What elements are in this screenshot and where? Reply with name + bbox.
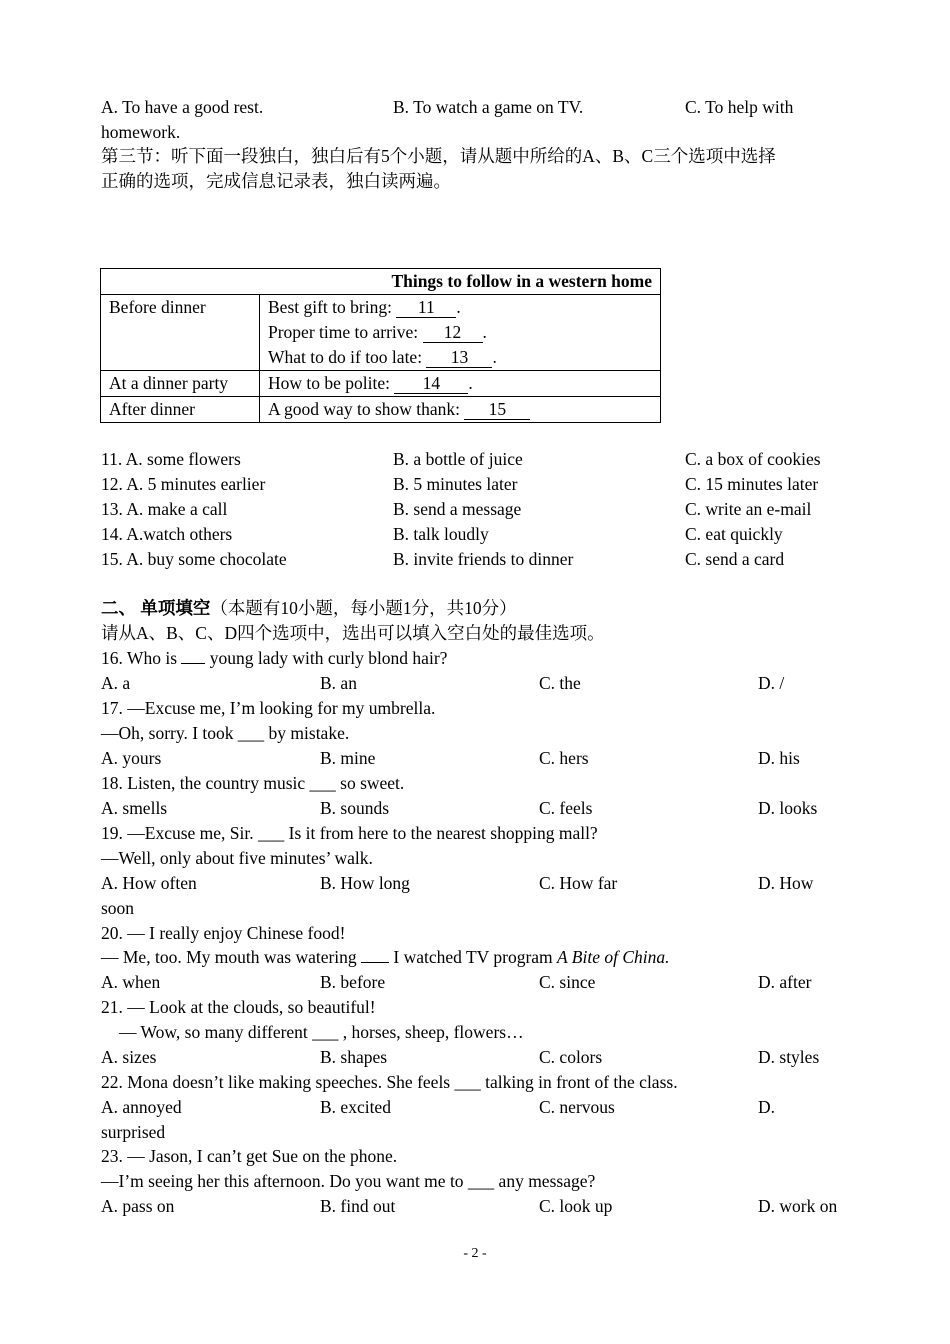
q16-opt-b: B. an (320, 673, 357, 693)
listening-q12-a: 12. A. 5 minutes earlier (101, 474, 266, 494)
blank-12: 12 (423, 322, 483, 343)
part2-note: （本题有10小题，每小题1分，共10分） (210, 598, 517, 618)
q10-option-c-wrap: homework. (101, 122, 181, 142)
q18-opt-d: D. looks (758, 798, 818, 818)
q22-opt-b: B. excited (320, 1097, 391, 1117)
listening-q15-b: B. invite friends to dinner (393, 549, 574, 569)
row-dinner-party-items: How to be polite: 14 . (260, 371, 661, 397)
item-too-late: What to do if too late: (268, 347, 423, 367)
listening-q15-a: 15. A. buy some chocolate (101, 549, 287, 569)
q20-line2-mid: I watched TV program (393, 947, 553, 967)
blank-15: 15 (464, 399, 530, 420)
item-show-thank: A good way to show thank: (268, 399, 461, 419)
q23-line2: —I’m seeing her this afternoon. Do you want me to ___ any message? (101, 1171, 596, 1191)
q23-opt-b: B. find out (320, 1196, 396, 1216)
q21-opt-d: D. styles (758, 1047, 820, 1067)
q21-opt-a: A. sizes (101, 1047, 157, 1067)
row-label-after-dinner: After dinner (101, 397, 260, 423)
listening-q11-c: C. a box of cookies (685, 449, 821, 469)
q16-stem-post: young lady with curly blond hair? (209, 648, 448, 668)
q16-blank (181, 649, 205, 664)
q19-opt-a: A. How often (101, 873, 197, 893)
q10-option-c: C. To help with (685, 97, 794, 117)
table-title: Things to follow in a western home (101, 269, 661, 295)
q20-blank (361, 948, 389, 963)
q21-line2: — Wow, so many different ___ , horses, sheep, flowers… (119, 1022, 524, 1042)
q18-opt-b: B. sounds (320, 798, 390, 818)
q16-opt-d: D. / (758, 673, 785, 693)
q22-opt-a: A. annoyed (101, 1097, 182, 1117)
listening-q13-a: 13. A. make a call (101, 499, 228, 519)
q20-opt-c: C. since (539, 972, 596, 992)
item-best-gift: Best gift to bring: (268, 297, 392, 317)
listening-q12-b: B. 5 minutes later (393, 474, 518, 494)
q22-line1: 22. Mona doesn’t like making speeches. She feels ___ talking in front of the class. (101, 1072, 678, 1092)
part2-heading: 二、 单项填空 (101, 598, 211, 618)
blank-11: 11 (396, 297, 456, 318)
q16-stem-pre: 16. Who is (101, 648, 177, 668)
q20-line1: 20. — I really enjoy Chinese food! (101, 923, 346, 943)
row-label-dinner-party: At a dinner party (101, 371, 260, 397)
listening-q14-b: B. talk loudly (393, 524, 489, 544)
q18-line1: 18. Listen, the country music ___ so sweet. (101, 773, 405, 793)
q21-opt-c: C. colors (539, 1047, 603, 1067)
q17-opt-d: D. his (758, 748, 800, 768)
info-record-table (100, 268, 661, 423)
page-number: - 2 - (463, 1246, 487, 1261)
listening-q15-c: C. send a card (685, 549, 785, 569)
q17-line1: 17. —Excuse me, I’m looking for my umbrella. (101, 698, 436, 718)
q17-line2: —Oh, sorry. I took ___ by mistake. (101, 723, 350, 743)
listening-q14-a: 14. A.watch others (101, 524, 233, 544)
q22-opt-c: C. nervous (539, 1097, 615, 1117)
q23-line1: 23. — Jason, I can’t get Sue on the phone. (101, 1146, 398, 1166)
q18-opt-a: A. smells (101, 798, 168, 818)
q23-opt-c: C. look up (539, 1196, 613, 1216)
q19-opt-d-wrap: soon (101, 898, 135, 918)
part2-instruction: 请从A、B、C、D四个选项中，选出可以填入空白处的最佳选项。 (101, 623, 605, 643)
section3-instruction-line1: 第三节：听下面一段独白，独白后有5个小题，请从题中所给的A、B、C三个选项中选择 (101, 146, 776, 166)
blank-13: 13 (426, 347, 492, 368)
q10-option-a: A. To have a good rest. (101, 97, 264, 117)
row-after-dinner-items (260, 397, 661, 423)
listening-q11-b: B. a bottle of juice (393, 449, 523, 469)
listening-q12-c: C. 15 minutes later (685, 474, 819, 494)
q17-opt-c: C. hers (539, 748, 589, 768)
q16-opt-c: C. the (539, 673, 581, 693)
q20-line2 (101, 945, 670, 970)
listening-q11-a: 11. A. some flowers (101, 449, 241, 469)
row-before-dinner-items: Best gift to bring: 11 . Proper time to arrive: 12 . What to do if too late: 13 . (260, 295, 661, 371)
q10-option-b: B. To watch a game on TV. (393, 97, 584, 117)
q21-opt-b: B. shapes (320, 1047, 388, 1067)
item-proper-time: Proper time to arrive: (268, 322, 419, 342)
part2-heading-line (101, 596, 517, 621)
q20-program-title: A Bite of China. (557, 947, 670, 967)
section3-instruction-line2: 正确的选项，完成信息记录表，独白读两遍。 (101, 171, 451, 191)
q21-line1: 21. — Look at the clouds, so beautiful! (101, 997, 376, 1017)
q17-opt-b: B. mine (320, 748, 376, 768)
q20-line2-pre: — Me, too. My mouth was watering (101, 947, 357, 967)
q20-opt-b: B. before (320, 972, 386, 992)
q19-line1: 19. —Excuse me, Sir. ___ Is it from here to the nearest shopping mall? (101, 823, 598, 843)
listening-q13-b: B. send a message (393, 499, 522, 519)
item-polite: How to be polite: (268, 373, 390, 393)
q23-opt-d: D. work on (758, 1196, 838, 1216)
listening-q14-c: C. eat quickly (685, 524, 783, 544)
q19-opt-d: D. How (758, 873, 814, 893)
q19-opt-b: B. How long (320, 873, 410, 893)
q19-opt-c: C. How far (539, 873, 618, 893)
q20-opt-d: D. after (758, 972, 812, 992)
q20-opt-a: A. when (101, 972, 161, 992)
q17-opt-a: A. yours (101, 748, 162, 768)
q22-opt-d-wrap: surprised (101, 1122, 166, 1142)
listening-q13-c: C. write an e-mail (685, 499, 812, 519)
q22-opt-d: D. (758, 1097, 776, 1117)
row-label-before-dinner: Before dinner (101, 295, 260, 371)
q18-opt-c: C. feels (539, 798, 593, 818)
q23-opt-a: A. pass on (101, 1196, 175, 1216)
q16-opt-a: A. a (101, 673, 131, 693)
q16-stem (101, 646, 447, 671)
q19-line2: —Well, only about five minutes’ walk. (101, 848, 373, 868)
blank-14: 14 (394, 373, 468, 394)
